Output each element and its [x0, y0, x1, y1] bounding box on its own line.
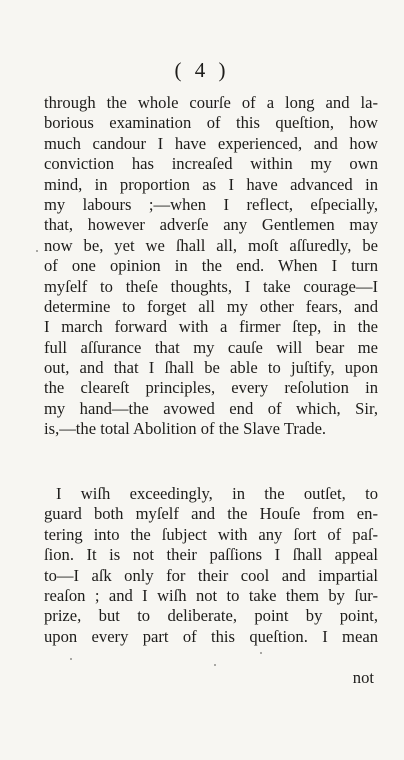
ink-speck	[214, 664, 216, 666]
text-line: I wiſh exceedingly, in the outſet, to	[56, 484, 378, 503]
text-line: I march forward with a firmer ſtep, in the	[44, 317, 378, 337]
text-line: through the whole courſe of a long and la-	[44, 93, 378, 112]
ink-speck	[70, 658, 72, 660]
text-line: conviction has increaſed within my own	[44, 154, 378, 174]
text-line: the cleareſt principles, every reſolution in	[44, 378, 378, 398]
text-line: to—I aſk only for their cool and impartial	[44, 565, 378, 585]
text-line: guard both myſelf and the Houſe from en-	[44, 504, 378, 524]
text-line: that, however adverſe any Gentlemen may	[44, 215, 378, 235]
text-line: ſion. It is not their paſſions I ſhall appeal	[44, 545, 378, 565]
paragraph-1	[44, 93, 378, 440]
ink-speck	[260, 652, 262, 654]
page-number: ( 4 )	[174, 58, 230, 82]
text-line: determine to forget all my other fears, and	[44, 296, 378, 316]
text-line: prize, but to deliberate, point by point,	[44, 606, 378, 626]
text-line: my hand—the avowed end of which, Sir,	[44, 398, 378, 418]
paragraph-2	[44, 484, 378, 647]
text-line: full aſſurance that my cauſe will bear me	[44, 337, 378, 357]
text-line: my labours ;—when I reflect, eſpecially,	[44, 194, 378, 214]
text-line: upon every part of this queſtion. I mean	[44, 626, 378, 646]
text-line: reaſon ; and I wiſh not to take them by ſur-	[44, 585, 378, 605]
text-line: of one opinion in the end. When I turn	[44, 256, 378, 276]
text-line: tering into the ſubject with any ſort of paſ-	[44, 524, 378, 544]
ink-speck	[36, 250, 38, 252]
catchword: not	[352, 668, 374, 687]
text-line: now be, yet we ſhall all, moſt aſſuredly, be	[44, 235, 378, 255]
text-line: mind, in proportion as I have advanced in	[44, 174, 378, 194]
text-line: is,—the total Abolition of the Slave Trade.	[44, 419, 327, 439]
text-line: much candour I have experienced, and how	[44, 133, 378, 153]
text-line: borious examination of this queſtion, how	[44, 113, 378, 133]
text-line: out, and that I ſhall be able to juſtify, upon	[44, 358, 378, 378]
text-line: myſelf to theſe thoughts, I take courage—I	[44, 276, 378, 296]
